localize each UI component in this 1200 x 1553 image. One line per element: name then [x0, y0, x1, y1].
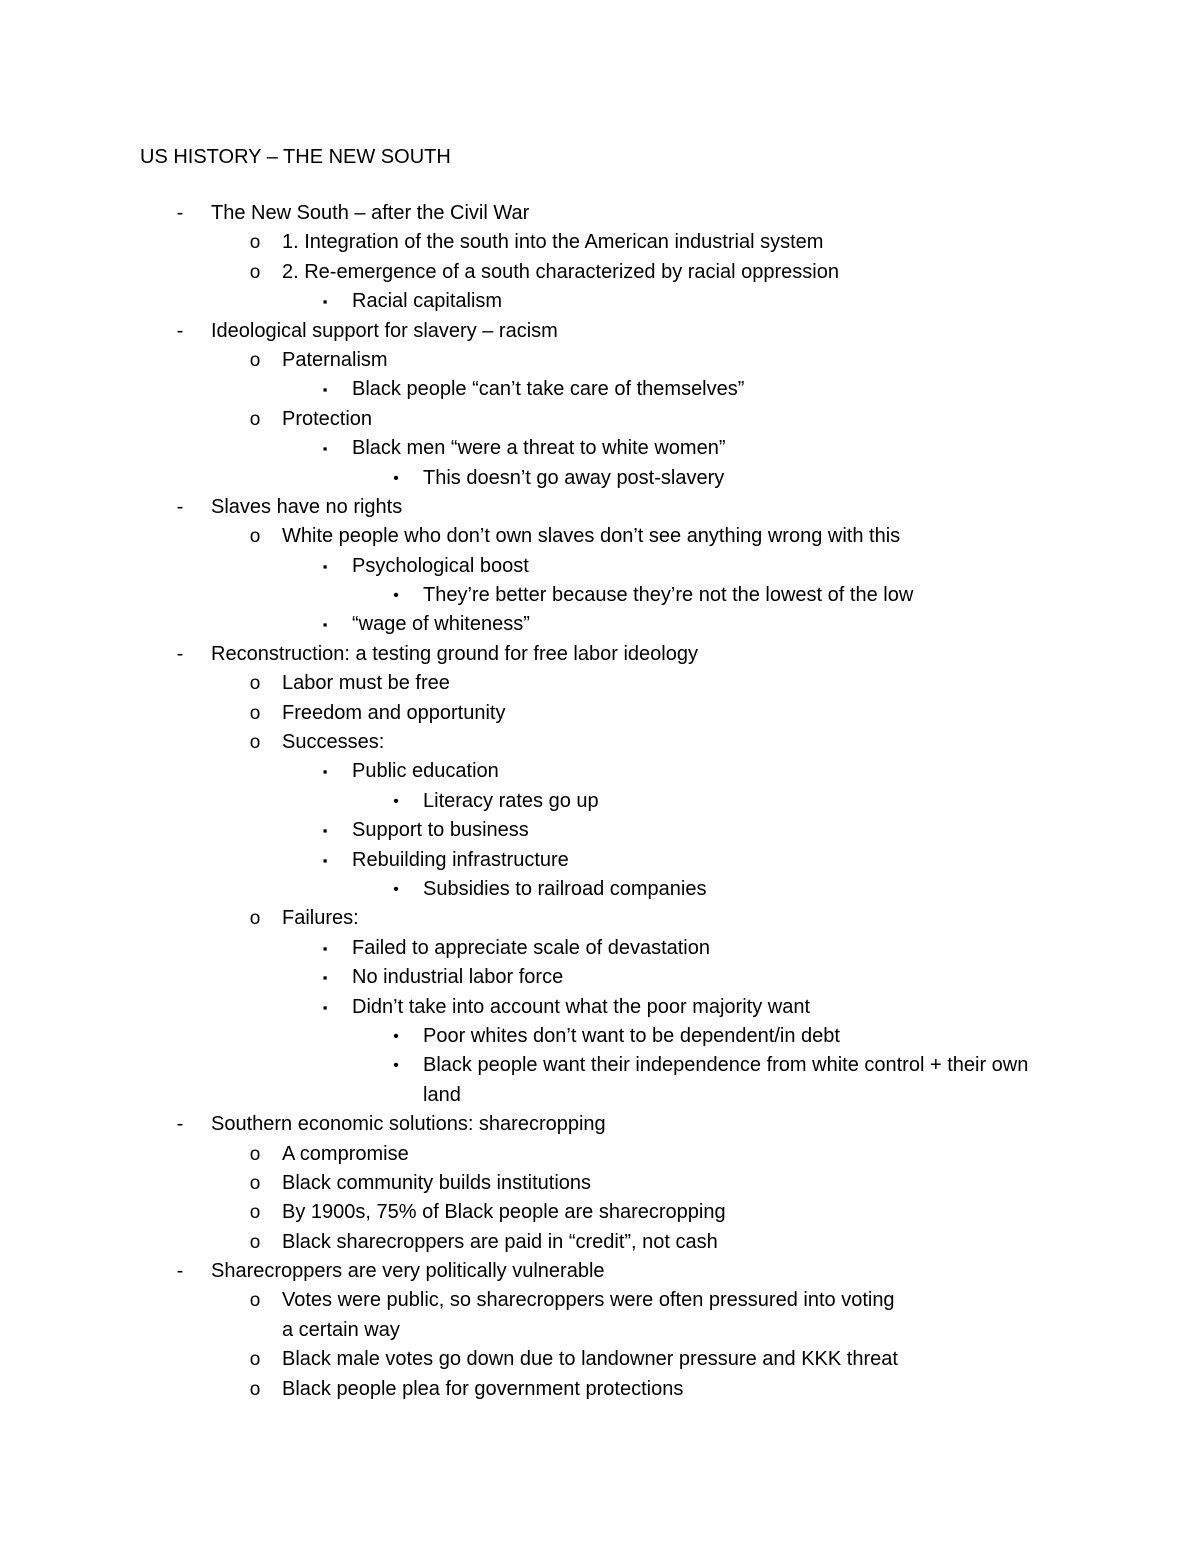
list-bullet-icon: •	[393, 792, 399, 810]
list-bullet-icon: ▪	[322, 558, 328, 574]
list-bullet-icon: o	[249, 1349, 261, 1371]
outline-item-text: Subsidies to railroad companies	[423, 877, 707, 900]
list-bullet-icon: -	[176, 1113, 184, 1136]
outline-item-text: Labor must be free	[282, 672, 450, 695]
list-bullet-icon: o	[249, 1290, 261, 1312]
outline-item-text: This doesn’t go away post-slavery	[423, 466, 725, 489]
list-bullet-icon: o	[249, 1143, 261, 1165]
outline-item-text: By 1900s, 75% of Black people are sharecropping	[282, 1201, 726, 1224]
outline-item-text: Southern economic solutions: sharecropping	[211, 1113, 606, 1136]
outline-item-text: Literacy rates go up	[423, 789, 599, 812]
outline-item-sub-detail-point	[0, 1051, 1200, 1110]
list-bullet-icon: •	[393, 1057, 399, 1075]
list-bullet-icon: -	[176, 202, 184, 224]
list-bullet-icon: o	[249, 349, 261, 371]
list-bullet-icon: ▪	[322, 970, 328, 986]
outline-item-main-point	[0, 1257, 1200, 1286]
list-bullet-icon: ▪	[322, 294, 328, 310]
outline-item-text: Black community builds institutions	[282, 1171, 592, 1194]
outline-item-text: They’re better because they’re not the lowest of the low	[423, 584, 914, 607]
outline-item-text: Reconstruction: a testing ground for free labor ideology	[211, 642, 698, 665]
list-bullet-icon: o	[249, 1378, 261, 1400]
outline-item-main-point	[0, 1110, 1200, 1139]
outline-item-text: Ideological support for slavery – racism	[211, 319, 558, 342]
list-bullet-icon: o	[249, 232, 261, 254]
outline-item-sub-point	[0, 1198, 1200, 1227]
outline-item-sub-point	[0, 405, 1200, 434]
outline-item-sub-point	[0, 904, 1200, 933]
outline-item-sub-detail-point	[0, 464, 1200, 493]
outline-item-sub-point	[0, 1375, 1200, 1404]
list-bullet-icon: ▪	[322, 441, 328, 457]
list-bullet-icon: o	[249, 526, 261, 548]
outline-item-sub-detail-point	[0, 581, 1200, 610]
outline-item-text: A compromise	[282, 1142, 409, 1165]
outline-item-text: Sharecroppers are very politically vulnerable	[211, 1260, 605, 1283]
outline-item-text: The New South – after the Civil War	[211, 202, 530, 224]
list-bullet-icon: -	[176, 319, 184, 342]
outline-item-detail-point	[0, 816, 1200, 845]
list-bullet-icon: ▪	[322, 999, 328, 1015]
outline-item-sub-point	[0, 1140, 1200, 1169]
outline-item-text: Slaves have no rights	[211, 495, 403, 518]
list-bullet-icon: -	[176, 642, 184, 665]
list-bullet-icon: o	[249, 1202, 261, 1224]
list-bullet-icon: ▪	[322, 382, 328, 398]
document-title: US HISTORY – THE NEW SOUTH	[140, 146, 451, 168]
list-bullet-icon: •	[393, 587, 399, 605]
outline-item-sub-point	[0, 728, 1200, 757]
outline-item-text: Poor whites don’t want to be dependent/in debt	[423, 1024, 840, 1047]
notes-outline	[0, 199, 1200, 1404]
outline-item-sub-point	[0, 1286, 1200, 1345]
outline-item-text: White people who don’t own slaves don’t see anything wrong with this	[282, 525, 901, 548]
list-bullet-icon: ▪	[322, 940, 328, 956]
outline-item-sub-point	[0, 699, 1200, 728]
outline-item-main-point	[0, 640, 1200, 669]
list-bullet-icon: •	[393, 880, 399, 898]
outline-item-text: Black people want their independence from white control + their own land	[423, 1054, 1029, 1106]
outline-item-detail-point	[0, 434, 1200, 463]
outline-item-text: Votes were public, so sharecroppers were often pressured into voting a certain way	[282, 1289, 895, 1341]
outline-item-text: Protection	[282, 407, 373, 430]
list-bullet-icon: o	[249, 702, 261, 724]
outline-item-text: Failed to appreciate scale of devastation	[352, 936, 710, 959]
outline-item-sub-point	[0, 1169, 1200, 1198]
list-bullet-icon: o	[249, 261, 261, 283]
outline-item-main-point	[0, 199, 1200, 228]
outline-item-main-point	[0, 317, 1200, 346]
outline-item-text: Freedom and opportunity	[282, 701, 506, 724]
outline-item-text: Black people plea for government protections	[282, 1377, 684, 1400]
outline-item-text: Paternalism	[282, 348, 388, 371]
list-bullet-icon: ▪	[322, 764, 328, 780]
outline-item-detail-point	[0, 963, 1200, 992]
outline-item-text: Psychological boost	[352, 554, 529, 577]
outline-item-text: Black sharecroppers are paid in “credit”, not cash	[282, 1230, 718, 1253]
outline-item-detail-point	[0, 934, 1200, 963]
outline-item-sub-point	[0, 258, 1200, 287]
outline-item-text: Black men “were a threat to white women”	[352, 437, 726, 460]
list-bullet-icon: o	[249, 673, 261, 695]
list-bullet-icon: ▪	[322, 823, 328, 839]
outline-item-text: Public education	[352, 760, 499, 783]
list-bullet-icon: o	[249, 408, 261, 430]
outline-item-text: Successes:	[282, 731, 385, 754]
list-bullet-icon: o	[249, 1172, 261, 1194]
outline-item-sub-detail-point	[0, 1022, 1200, 1051]
list-bullet-icon: •	[393, 469, 399, 487]
outline-item-text: 2. Re-emergence of a south characterized by racial oppression	[282, 260, 839, 283]
outline-item-detail-point	[0, 993, 1200, 1022]
outline-item-sub-point	[0, 669, 1200, 698]
outline-item-detail-point	[0, 757, 1200, 786]
outline-item-text: Failures:	[282, 907, 359, 930]
outline-item-text: 1. Integration of the south into the American industrial system	[282, 231, 824, 254]
list-bullet-icon: •	[393, 1027, 399, 1045]
list-bullet-icon: ▪	[322, 852, 328, 868]
outline-item-sub-point	[0, 1345, 1200, 1374]
outline-item-text: Didn’t take into account what the poor majority want	[352, 995, 811, 1018]
outline-item-main-point	[0, 493, 1200, 522]
outline-item-sub-point	[0, 346, 1200, 375]
outline-item-text: Rebuilding infrastructure	[352, 848, 569, 871]
outline-item-detail-point	[0, 287, 1200, 316]
outline-item-text: Black male votes go down due to landowner pressure and KKK threat	[282, 1348, 898, 1371]
list-bullet-icon: -	[176, 1260, 184, 1283]
outline-item-detail-point	[0, 552, 1200, 581]
list-bullet-icon: o	[249, 1231, 261, 1253]
list-bullet-icon: o	[249, 908, 261, 930]
outline-item-text: No industrial labor force	[352, 966, 564, 989]
outline-item-sub-point	[0, 1228, 1200, 1257]
outline-item-detail-point	[0, 375, 1200, 404]
outline-item-sub-point	[0, 228, 1200, 257]
outline-item-detail-point	[0, 610, 1200, 639]
outline-item-text: Support to business	[352, 819, 529, 842]
outline-item-detail-point	[0, 846, 1200, 875]
list-bullet-icon: ▪	[322, 617, 328, 633]
outline-item-sub-detail-point	[0, 787, 1200, 816]
outline-item-sub-detail-point	[0, 875, 1200, 904]
outline-item-text: Racial capitalism	[352, 290, 503, 313]
outline-item-text: Black people “can’t take care of themselves”	[352, 378, 745, 401]
list-bullet-icon: -	[176, 495, 184, 518]
outline-item-text: “wage of whiteness”	[352, 613, 530, 636]
list-bullet-icon: o	[249, 732, 261, 754]
outline-item-sub-point	[0, 522, 1200, 551]
